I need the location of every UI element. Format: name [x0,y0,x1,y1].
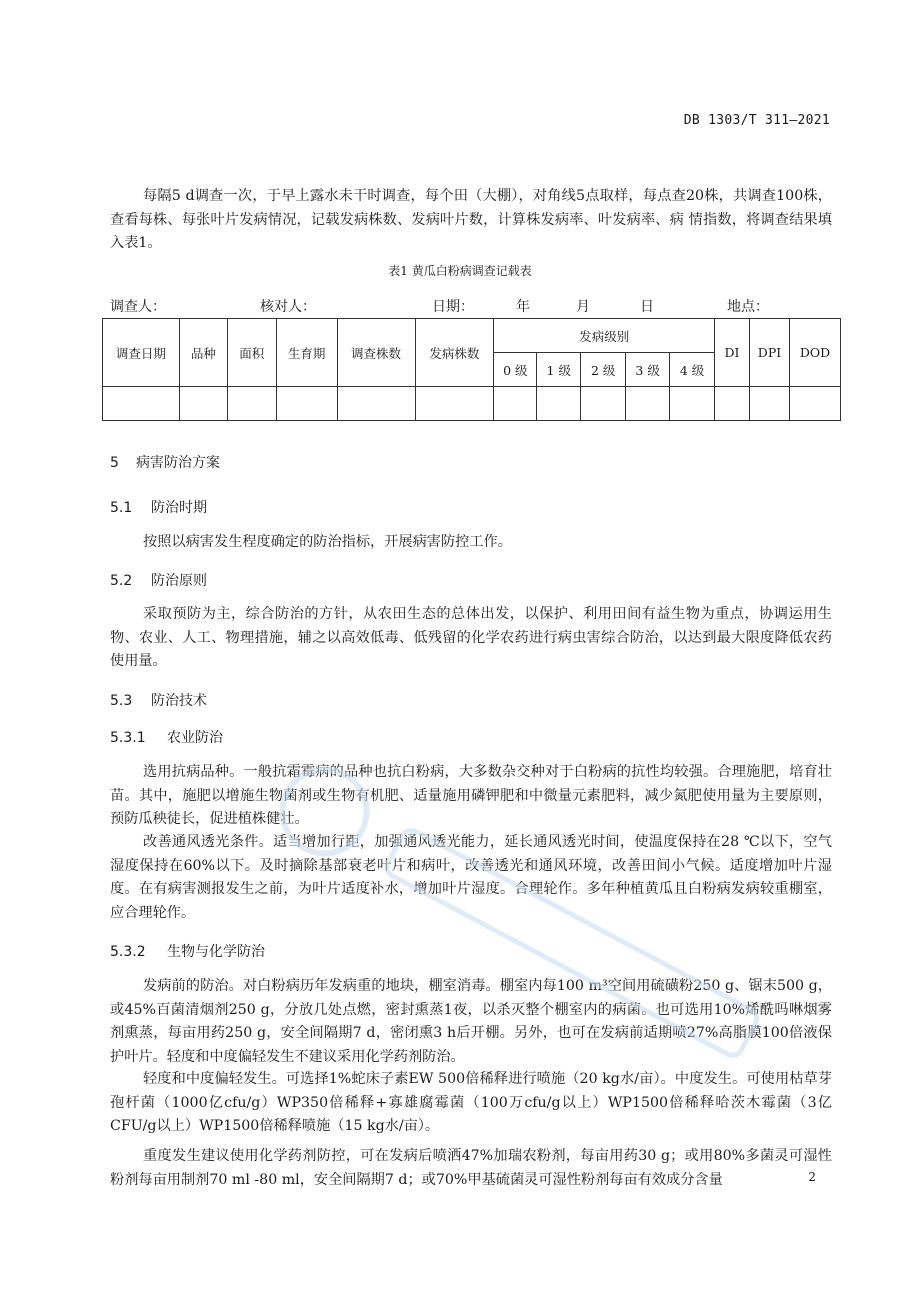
intro-paragraph: 每隔5 d调查一次，于早上露水未干时调查，每个田（大棚），对角线5点取样，每点查20株，共调查100株，查看每株、每张叶片发病情况，记载发病株数、发病叶片数，计算株发病率、叶发病率、病 情指数，将调查结果填入表1。 [110,188,832,251]
section-number: 5.3.1 [110,730,146,746]
header-dpi: DPI [750,319,790,387]
section-5-3-2-paragraph-1: 发病前的防治。对白粉病历年发病重的地块，棚室消毒。棚室内每100 m³空间用硫磺粉250 g、锯末500 g，或45%百菌清烟剂250 g，分放几处点燃，密封熏蒸1夜，以杀灭整个棚室内的病菌。也可选用10%烯酰吗啉烟雾剂熏蒸，每亩用药250 g，安全间隔期7 d，密闭熏3 h后开棚。另外，也可在发病前适期喷27%高脂膜100倍液保护叶片。轻度和中度偏轻发生不建议采用化学药剂防治。 [110,978,832,1065]
checker-label: 核对人： [260,299,316,315]
section-title: 农业防治 [167,730,223,746]
header-area: 面积 [227,319,276,387]
investigator-label: 调查人： [110,299,166,315]
section-title: 病害防治方案 [136,455,220,471]
section-number: 5.3 [110,693,133,709]
header-growth-stage: 生育期 [276,319,337,387]
section-5-3-1-paragraph-1: 选用抗病品种。一般抗霜霉病的品种也抗白粉病，大多数杂交种对于白粉病的抗性均较强。合理施肥，培育壮苗。其中，施肥以增施生物菌剂或生物有机肥、适量施用磷钾肥和中微量元素肥料，减少氮肥使用量为主要原则，预防瓜秧徒长，促进植株健壮。 [110,764,832,827]
table-cell [494,387,537,421]
table-cell [415,387,494,421]
section-number: 5.2 [110,573,133,589]
section-5-1-text: 按照以病害发生程度确定的防治指标，开展病害防控工作。 [143,534,512,550]
header-grade-3: 3 级 [626,353,670,387]
section-number: 5.3.2 [110,944,146,960]
table-row [103,387,841,421]
table-cell [750,387,790,421]
header-grade-1: 1 级 [537,353,581,387]
table-cell [179,387,227,421]
month-label: 月 [576,299,590,315]
header-variety: 品种 [179,319,227,387]
section-5-1-heading [110,497,207,517]
header-grade-0: 0 级 [494,353,537,387]
location-label: 地点： [727,299,769,315]
survey-record-table [102,318,841,421]
table-caption: 表1 黄瓜白粉病调查记载表 [388,264,532,278]
header-diseased-plants: 发病株数 [415,319,494,387]
section-5-3-2-heading [110,941,265,961]
header-grade-4: 4 级 [670,353,715,387]
table-cell [626,387,670,421]
table-cell [103,387,180,421]
section-5-2-text: 采取预防为主，综合防治的方针，从农田生态的总体出发，以保护、利用田间有益生物为重点，协调运用生物、农业、人工、物理措施，辅之以高效低毒、低残留的化学农药进行病虫害综合防治，以达到最大限度降低农药使用量。 [110,606,832,669]
table-cell [276,387,337,421]
section-5-heading [110,452,220,472]
table-cell [337,387,415,421]
section-5-3-2-paragraph-2: 轻度和中度偏轻发生。可选择1%蛇床子素EW 500倍稀释进行喷施（20 kg水/亩）。中度发生。可使用枯草芽孢杆菌（1000亿cfu/g）WP350倍稀释+寡雄腐霉菌（100万cfu/g以上）WP1500倍稀释哈茨木霉菌（3亿CFU/g以上）WP1500倍稀释喷施（15 kg水/亩）。 [110,1071,832,1134]
page-number: 2 [808,1170,816,1184]
table-cell [789,387,840,421]
header-di: DI [715,319,750,387]
section-5-3-heading [110,690,207,710]
header-grade-2: 2 级 [581,353,626,387]
section-title: 防治原则 [151,573,207,589]
year-label: 年 [516,299,530,315]
section-title: 生物与化学防治 [167,944,265,960]
table-cell [537,387,581,421]
table-cell [670,387,715,421]
section-5-3-1-heading [110,727,223,747]
header-surveyed-plants: 调查株数 [337,319,415,387]
header-survey-date: 调查日期 [103,319,180,387]
section-number: 5.1 [110,500,133,516]
section-5-2-heading [110,570,207,590]
table-meta-row [110,294,840,316]
section-number: 5 [110,455,119,471]
section-title: 防治技术 [151,693,207,709]
header-disease-grade: 发病级别 [494,319,715,353]
table-cell [581,387,626,421]
table-cell [715,387,750,421]
day-label: 日 [640,299,654,315]
section-title: 防治时期 [151,500,207,516]
section-5-3-2-paragraph-3: 重度发生建议使用化学药剂防控，可在发病后喷洒47%加瑞农粉剂，每亩用药30 g；或用80%多菌灵可湿性粉剂每亩用制剂70 ml -80 ml，安全间隔期7 d；或70%甲基硫菌灵可湿性粉剂每亩有效成分含量 [110,1148,832,1188]
section-5-3-1-paragraph-2: 改善通风透光条件。适当增加行距，加强通风透光能力，延长通风透光时间，使温度保持在28 ℃以下，空气湿度保持在60%以下。及时摘除基部衰老叶片和病叶，改善透光和通风环境，改善田间小气候。适度增加叶片湿度。在有病害测报发生之前，为叶片适度补水，增加叶片湿度。合理轮作。多年种植黄瓜且白粉病发病较重棚室，应合理轮作。 [110,834,832,921]
date-label: 日期： [432,299,474,315]
header-dod: DOD [789,319,840,387]
table-cell [227,387,276,421]
standard-number: DB 1303/T 311—2021 [683,113,830,128]
